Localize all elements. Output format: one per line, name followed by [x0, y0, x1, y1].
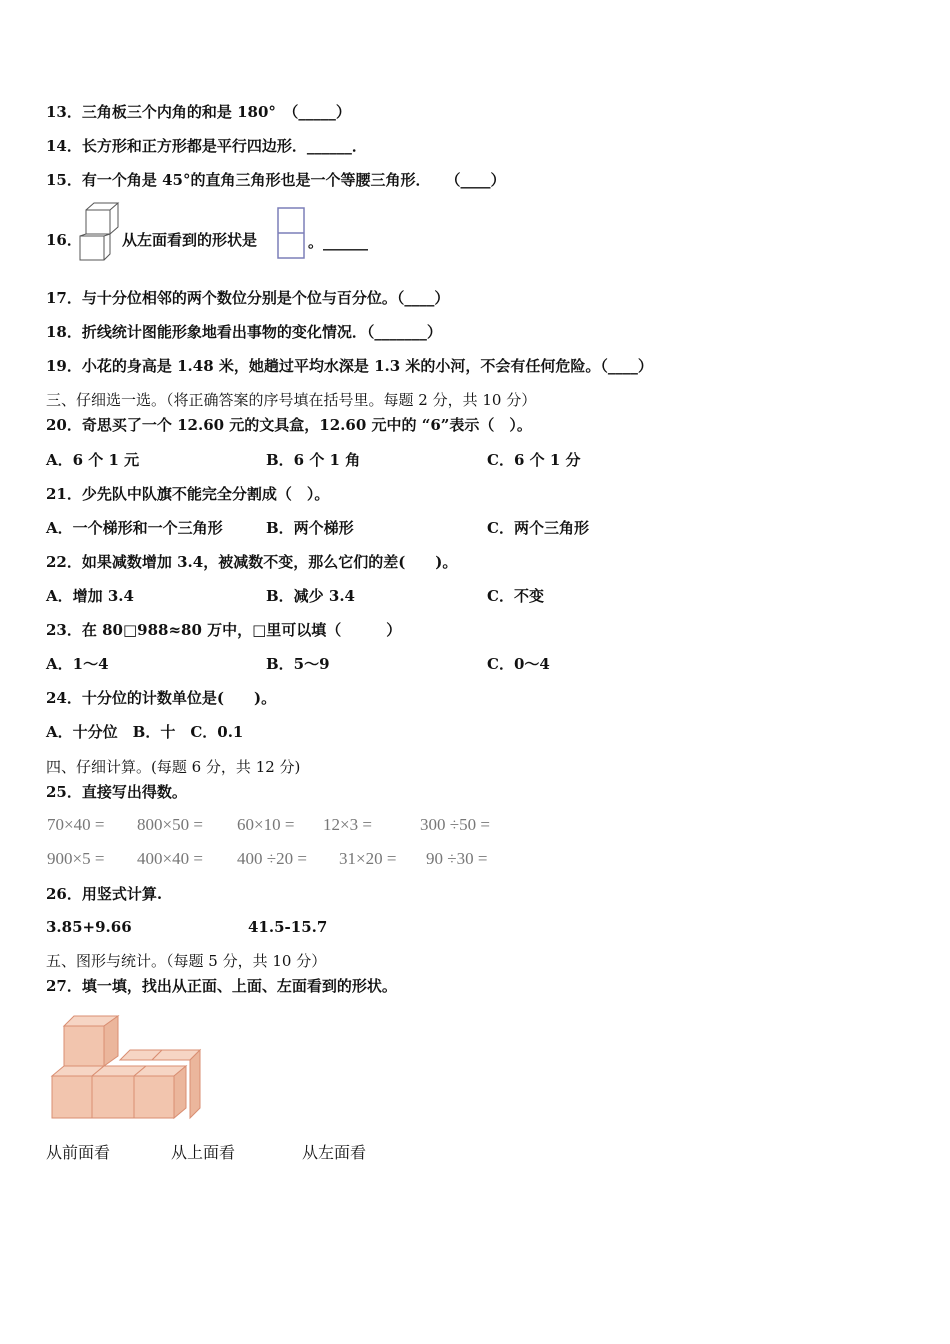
calc-r2-1: 900×5 = [47, 849, 105, 868]
question-23: 23．在 80□988≈80 万中，□里可以填（ ） [46, 621, 402, 639]
question-19: 19．小花的身高是 1.48 米，她趟过平均水深是 1.3 米的小河，不会有任何危险。（____） [46, 357, 653, 375]
vertical-calc-1: 3.85+9.66 [46, 918, 132, 936]
q20-option-c: C．6 个 1 分 [487, 451, 581, 469]
left-view-figure [276, 206, 306, 260]
view-left-label: 从左面看 [302, 1143, 367, 1162]
vertical-calc-2: 41.5-15.7 [248, 918, 328, 936]
question-14: 14．长方形和正方形都是平行四边形．______． [46, 137, 367, 155]
question-24: 24．十分位的计数单位是( )。 [46, 689, 277, 707]
question-22: 22．如果减数增加 3.4，被减数不变，那么它们的差( )。 [46, 553, 458, 571]
question-17: 17．与十分位相邻的两个数位分别是个位与百分位。（____） [46, 289, 450, 307]
question-20: 20．奇思买了一个 12.60 元的文具盒，12.60 元中的 “6”表示（ ）。 [46, 416, 532, 434]
question-15: 15．有一个角是 45°的直角三角形也是一个等腰三角形． （____） [46, 171, 506, 189]
section-3-heading: 三、仔细选一选。（将正确答案的序号填在括号里。每题 2 分，共 10 分） [46, 391, 537, 409]
question-16-number: 16． [46, 231, 82, 249]
q22-option-b: B．减少 3.4 [266, 587, 355, 605]
calc-r1-2: 800×50 = [137, 815, 203, 834]
question-25: 25．直接写出得数。 [46, 783, 187, 801]
q22-option-a: A．增加 3.4 [46, 587, 134, 605]
question-16-text: 从左面看到的形状是 [122, 231, 258, 249]
calc-r2-5: 90 ÷30 = [426, 849, 488, 868]
calc-r2-4: 31×20 = [339, 849, 397, 868]
question-26: 26．用竖式计算. [46, 885, 163, 903]
q23-option-b: B．5～9 [266, 655, 330, 673]
q24-options: A．十分位 B．十 C．0.1 [46, 723, 244, 741]
q22-option-c: C．不变 [487, 587, 544, 605]
calc-r2-2: 400×40 = [137, 849, 203, 868]
q21-option-b: B．两个梯形 [266, 519, 354, 537]
q23-option-c: C．0～4 [487, 655, 550, 673]
q23-option-a: A．1～4 [46, 655, 109, 673]
question-18: 18．折线统计图能形象地看出事物的变化情况．（_______） [46, 323, 442, 341]
cube-stack-figure [50, 1012, 206, 1122]
q20-option-b: B．6 个 1 角 [266, 451, 361, 469]
question-21: 21．少先队中队旗不能完全分割成（ ）。 [46, 485, 330, 503]
calc-r2-3: 400 ÷20 = [237, 849, 307, 868]
calc-r1-4: 12×3 = [323, 815, 372, 834]
question-16-blank: 。______ [308, 233, 369, 251]
view-front-label: 从前面看 [46, 1143, 111, 1162]
q21-option-c: C．两个三角形 [487, 519, 589, 537]
calc-r1-5: 300 ÷50 = [420, 815, 490, 834]
stacked-cubes-figure [78, 202, 120, 264]
calc-r1-1: 70×40 = [47, 815, 105, 834]
section-4-heading: 四、仔细计算。(每题 6 分，共 12 分) [46, 758, 301, 776]
q20-option-a: A．6 个 1 元 [46, 451, 140, 469]
view-top-label: 从上面看 [171, 1143, 236, 1162]
question-27: 27．填一填，找出从正面、上面、左面看到的形状。 [46, 977, 397, 995]
calc-r1-3: 60×10 = [237, 815, 295, 834]
question-13: 13．三角板三个内角的和是 180° （_____） [46, 103, 351, 121]
q21-option-a: A．一个梯形和一个三角形 [46, 519, 223, 537]
section-5-heading: 五、图形与统计。（每题 5 分，共 10 分） [46, 952, 327, 970]
